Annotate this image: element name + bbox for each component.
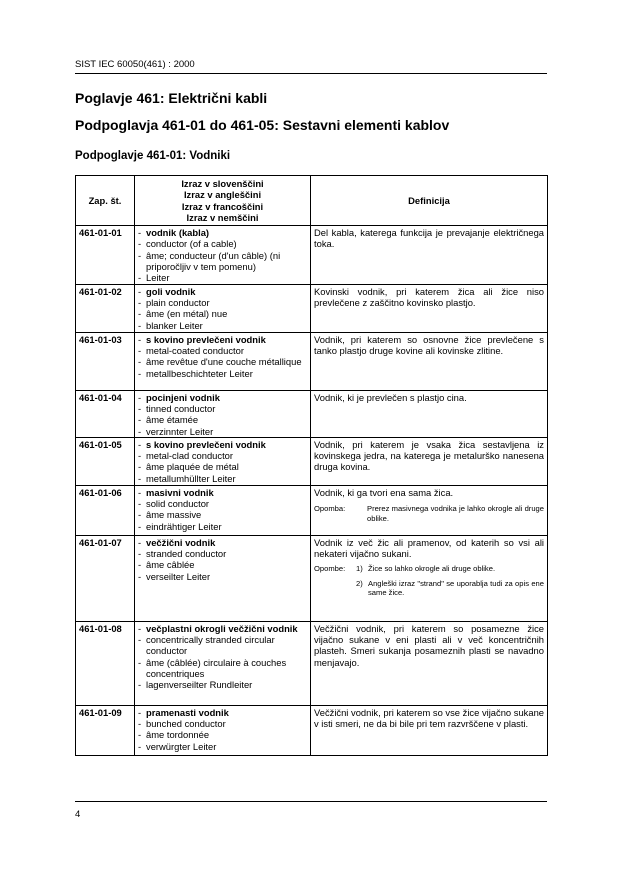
term-de: Leiter (146, 272, 170, 284)
term-line-en (138, 403, 307, 414)
term-sl: s kovino prevlečeni vodnik (146, 333, 266, 345)
entry-terms (135, 535, 311, 621)
entry-number: 461-01-03 (76, 332, 135, 390)
term-line-fr (138, 461, 307, 472)
note-number: 2) (356, 578, 363, 588)
dash-bullet: - (138, 740, 142, 752)
term-sl: večžični vodnik (146, 536, 216, 548)
entry-number: 461-01-09 (76, 705, 135, 755)
dash-bullet: - (138, 498, 142, 510)
dash-bullet: - (138, 356, 142, 368)
term-line-fr (138, 729, 307, 740)
note-text: Angleški izraz "strand" se uporablja tudi za opis ene same žice. (368, 578, 544, 598)
term-fr: âme revêtue d'une couche métallique (146, 356, 302, 368)
term-fr: âme (câblée) circulaire à couches concentriques (146, 656, 287, 680)
entry-definition (311, 535, 548, 621)
dash-bullet: - (138, 227, 142, 239)
term-sl: pramenasti vodnik (146, 706, 229, 718)
dash-bullet: - (138, 438, 142, 450)
entry-number: 461-01-01 (76, 226, 135, 284)
term-line-sl (138, 623, 307, 634)
column-header-terms (135, 176, 311, 226)
dash-bullet: - (138, 249, 142, 261)
definition-note (314, 579, 544, 598)
term-fr: âme (en métal) nue (146, 308, 228, 320)
subchapter-title: Podpoglavja 461-01 do 461-05: Sestavni elementi kablov (75, 117, 450, 133)
entry-number: 461-01-06 (76, 485, 135, 535)
term-line-de (138, 473, 307, 484)
term-line-sl (138, 286, 307, 297)
table-header-row (76, 176, 548, 226)
definition-text: Vodnik iz več žic ali pramenov, od katerih so vsi ali nekateri vijačno sukani. (314, 536, 544, 560)
term-line-de (138, 368, 307, 379)
entry-definition (311, 226, 548, 284)
term-line-en (138, 634, 307, 657)
term-fr: âme étamée (146, 414, 199, 426)
entry-definition (311, 284, 548, 332)
dash-bullet: - (138, 285, 142, 297)
term-line-sl (138, 227, 307, 238)
term-line-de (138, 679, 307, 690)
term-de: verwürgter Leiter (146, 740, 217, 752)
term-line-en (138, 498, 307, 509)
term-en: metal-coated conductor (146, 344, 244, 356)
entry-number: 461-01-07 (76, 535, 135, 621)
dash-bullet: - (138, 308, 142, 320)
term-line-de (138, 741, 307, 752)
dash-bullet: - (138, 706, 142, 718)
term-en: solid conductor (146, 498, 210, 510)
section-title: Podpoglavje 461-01: Vodniki (75, 150, 231, 162)
entry-number: 461-01-02 (76, 284, 135, 332)
entry-definition (311, 437, 548, 485)
dash-bullet: - (138, 509, 142, 521)
term-de: metallbeschichteter Leiter (146, 367, 253, 379)
term-line-fr (138, 250, 307, 273)
term-en: tinned conductor (146, 402, 216, 414)
dash-bullet: - (138, 536, 142, 548)
entry-number: 461-01-04 (76, 390, 135, 437)
definition-note (314, 504, 544, 523)
dash-bullet: - (138, 634, 142, 646)
definition-note (314, 564, 544, 574)
table-row (76, 226, 548, 284)
term-line-sl (138, 334, 307, 345)
term-de: eindrähtiger Leiter (146, 520, 222, 532)
term-en: metal-clad conductor (146, 450, 234, 462)
dash-bullet: - (138, 656, 142, 668)
page-number: 4 (75, 809, 81, 820)
note-label: Opombe: (314, 564, 346, 574)
header-rule (75, 73, 547, 74)
dash-bullet: - (138, 296, 142, 308)
column-header-term-fr: Izraz v francoščini (181, 200, 264, 212)
term-de: blanker Leiter (146, 319, 203, 331)
definition-text: Vodnik, ki ga tvori ena sama žica. (314, 486, 454, 498)
term-line-de (138, 272, 307, 283)
term-line-de (138, 320, 307, 331)
term-sl: s kovino prevlečeni vodnik (146, 438, 266, 450)
dash-bullet: - (138, 450, 142, 462)
term-line-fr (138, 657, 307, 680)
definition-text: Vodnik, pri katerem so osnovne žice prevlečene s tanko plastjo druge kovine ali kovinske zlitine. (314, 333, 544, 356)
dash-bullet: - (138, 486, 142, 498)
table-row (76, 535, 548, 621)
footer-rule (75, 801, 547, 802)
dash-bullet: - (138, 520, 142, 532)
term-line-fr (138, 509, 307, 520)
term-line-de (138, 571, 307, 582)
dash-bullet: - (138, 272, 142, 284)
table-row (76, 705, 548, 755)
definition-text: Vodnik, pri katerem je vsaka žica sestavljena iz kovinskega jedra, na katerega je metalurško nanesena druga kovina. (314, 438, 544, 473)
dash-bullet: - (138, 622, 142, 634)
definition-text: Večžični vodnik, pri katerem so posamezne žice vijačno sukane v eni plasti ali v več koncentričnih plasteh. Smeri sukanja posameznih plasti se navadno menjavajo. (314, 622, 544, 668)
entry-terms (135, 621, 311, 705)
dash-bullet: - (138, 718, 142, 730)
term-sl: večplastni okrogli večžični vodnik (146, 622, 298, 634)
entry-terms (135, 705, 311, 755)
table-row (76, 485, 548, 535)
term-line-fr (138, 559, 307, 570)
entry-number: 461-01-08 (76, 621, 135, 705)
entry-definition (311, 485, 548, 535)
entry-terms (135, 284, 311, 332)
table-row (76, 284, 548, 332)
note-label (314, 579, 356, 598)
entry-terms (135, 226, 311, 284)
dash-bullet: - (138, 559, 142, 571)
dash-bullet: - (138, 414, 142, 426)
term-de: verzinnter Leiter (146, 425, 214, 437)
term-line-sl (138, 707, 307, 718)
dash-bullet: - (138, 319, 142, 331)
dash-bullet: - (138, 402, 142, 414)
term-en: conductor (of a cable) (146, 238, 237, 250)
entry-terms (135, 332, 311, 390)
table-row (76, 332, 548, 390)
term-sl: pocinjeni vodnik (146, 391, 220, 403)
term-en: bunched conductor (146, 718, 226, 730)
note-number: 1) (356, 564, 363, 574)
term-fr: âme câblée (146, 559, 195, 571)
dash-bullet: - (138, 367, 142, 379)
term-line-de (138, 521, 307, 532)
term-line-sl (138, 487, 307, 498)
term-line-en (138, 238, 307, 249)
term-de: metallumhüllter Leiter (146, 472, 236, 484)
definition-text: Del kabla, katerega funkcija je prevajanje električnega toka. (314, 227, 544, 250)
term-de: lagenverseilter Rundleiter (146, 679, 253, 691)
dash-bullet: - (138, 333, 142, 345)
term-line-sl (138, 537, 307, 548)
dash-bullet: - (138, 548, 142, 560)
term-en: plain conductor (146, 296, 210, 308)
table-row (76, 437, 548, 485)
entry-definition (311, 621, 548, 705)
term-fr: âme; conducteur (d'un câble) (ni priporočljiv v tem pomenu) (146, 249, 281, 273)
term-line-en (138, 548, 307, 559)
term-line-sl (138, 439, 307, 450)
term-line-fr (138, 356, 307, 367)
chapter-title: Poglavje 461: Električni kabli (75, 90, 268, 106)
column-header-definition: Definicija (311, 176, 548, 226)
term-fr: âme plaquée de métal (146, 461, 239, 473)
column-header-term-sl: Izraz v slovenščini (181, 178, 264, 189)
definition-text: Vodnik, ki je prevlečen s plastjo cina. (314, 391, 467, 403)
dash-bullet: - (138, 472, 142, 484)
term-en: concentrically stranded circular conductor (146, 634, 275, 657)
term-fr: âme massive (146, 509, 202, 521)
entry-definition (311, 332, 548, 390)
term-sl: goli vodnik (146, 285, 196, 297)
term-sl: vodnik (kabla) (146, 227, 210, 239)
term-en: stranded conductor (146, 548, 227, 560)
term-line-fr (138, 308, 307, 319)
dash-bullet: - (138, 391, 142, 403)
column-header-term-de: Izraz v nemščini (186, 211, 259, 223)
dash-bullet: - (138, 344, 142, 356)
note-text: Žice so lahko okrogle ali druge oblike. (368, 564, 496, 574)
note-label: Opomba: (314, 504, 346, 514)
entry-definition (311, 705, 548, 755)
table-row (76, 621, 548, 705)
term-de: verseilter Leiter (146, 570, 211, 582)
table-row (76, 390, 548, 437)
definition-text: Kovinski vodnik, pri katerem žica ali žice niso prevlečene z zaščitno kovinsko plastjo. (314, 285, 544, 308)
dash-bullet: - (138, 729, 142, 741)
entry-definition (311, 390, 548, 437)
entry-number: 461-01-05 (76, 437, 135, 485)
term-line-en (138, 450, 307, 461)
term-line-sl (138, 392, 307, 403)
term-line-en (138, 297, 307, 308)
term-line-en (138, 718, 307, 729)
entry-terms (135, 390, 311, 437)
term-fr: âme tordonnée (146, 729, 210, 741)
column-header-term-en: Izraz v angleščini (183, 189, 262, 201)
note-text: Prerez masivnega vodnika je lahko okrogle ali druge oblike. (367, 504, 544, 523)
term-line-en (138, 345, 307, 356)
term-sl: masivni vodnik (146, 486, 214, 498)
dash-bullet: - (138, 425, 142, 437)
document-id: SIST IEC 60050(461) : 2000 (75, 59, 195, 70)
term-line-fr (138, 414, 307, 425)
definition-text: Večžični vodnik, pri katerem so vse žice vijačno sukane v isti smeri, ne da bi bile pri tem razvrščene v plasti. (314, 706, 544, 730)
entry-terms (135, 485, 311, 535)
column-header-number: Zap. št. (76, 176, 135, 226)
dash-bullet: - (138, 238, 142, 250)
terms-table (75, 175, 548, 756)
dash-bullet: - (138, 570, 142, 582)
dash-bullet: - (138, 679, 142, 691)
dash-bullet: - (138, 461, 142, 473)
entry-terms (135, 437, 311, 485)
term-line-de (138, 426, 307, 437)
